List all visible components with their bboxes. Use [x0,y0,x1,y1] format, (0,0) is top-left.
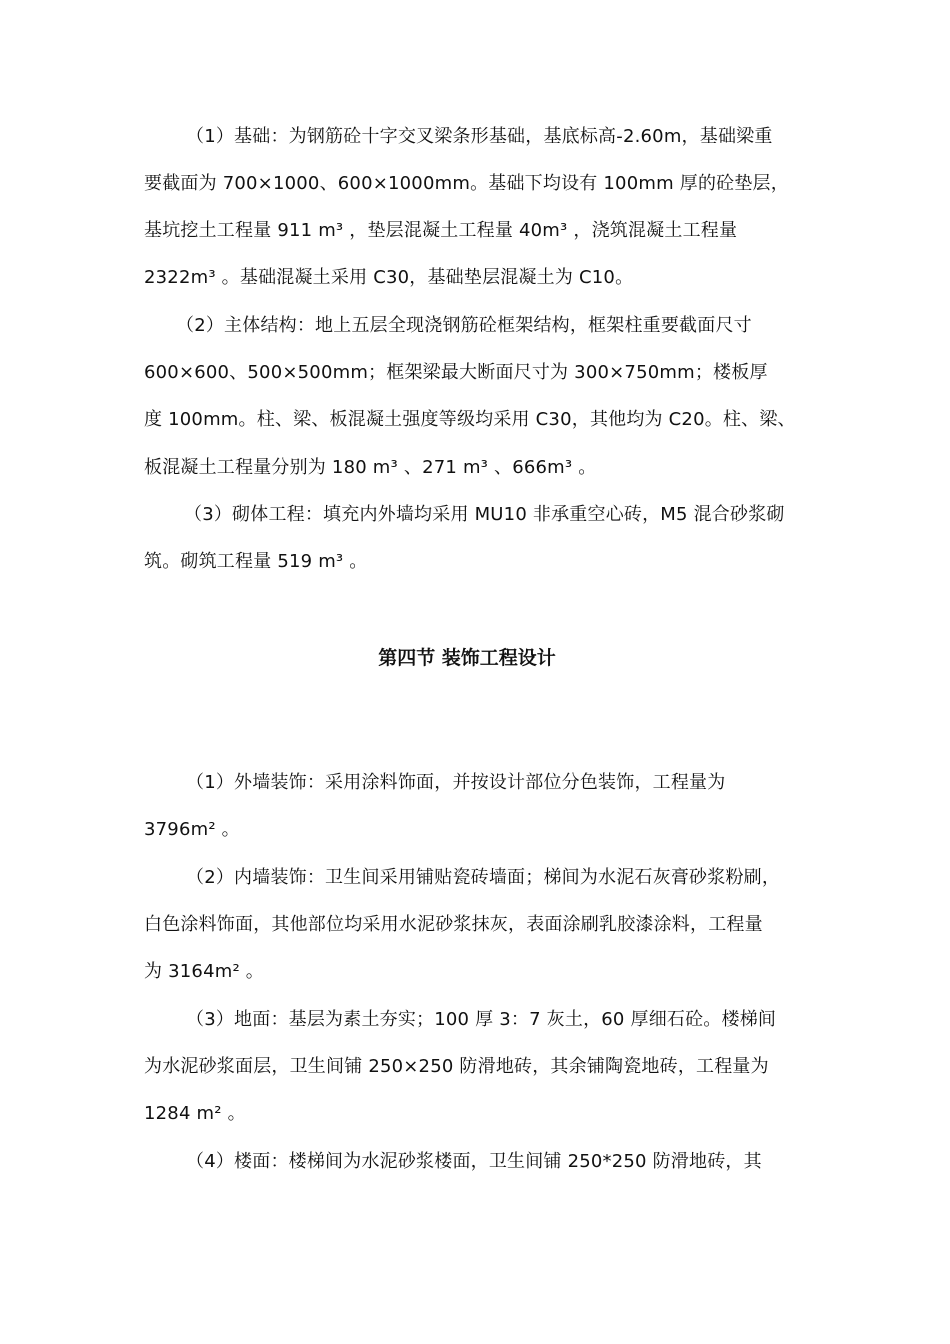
paragraph-interior-wall-line-3: 为 3164m² 。 [144,961,265,982]
paragraph-floor-line-1: （4）楼面：楼梯间为水泥砂浆楼面，卫生间铺 250*250 防滑地砖，其 [186,1151,762,1172]
paragraph-foundation-line-4: 2322m³ 。基础混凝土采用 C30，基础垫层混凝土为 C10。 [144,267,634,288]
paragraph-foundation-line-2: 要截面为 700×1000、600×1000mm。基础下均设有 100mm 厚的砼垫层， [144,173,789,194]
paragraph-main-structure-line-4: 板混凝土工程量分别为 180 m³ 、271 m³ 、666m³ 。 [144,457,597,478]
paragraph-main-structure-line-3: 度 100mm。柱、梁、板混凝土强度等级均采用 C30，其他均为 C20。柱、梁、 [144,409,796,430]
paragraph-ground-line-3: 1284 m² 。 [144,1103,246,1124]
paragraph-ground-line-1: （3）地面：基层为素土夯实；100 厚 3：7 灰土，60 厚细石砼。楼梯间 [186,1009,777,1030]
paragraph-masonry-line-1: （3）砌体工程：填充内外墙均采用 MU10 非承重空心砖，M5 混合砂浆砌 [184,504,785,525]
section-heading: 第四节 装饰工程设计 [378,647,556,669]
paragraph-masonry-line-2: 筑。砌筑工程量 519 m³ 。 [144,551,368,572]
paragraph-interior-wall-line-2: 白色涂料饰面，其他部位均采用水泥砂浆抹灰，表面涂刷乳胶漆涂料，工程量 [144,914,763,935]
paragraph-interior-wall-line-1: （2）内墙装饰：卫生间采用铺贴瓷砖墙面；梯间为水泥石灰膏砂浆粉刷， [186,867,781,888]
paragraph-foundation-line-1: （1）基础：为钢筋砼十字交叉梁条形基础，基底标高-2.60m，基础梁重 [186,126,773,147]
paragraph-exterior-wall-line-1: （1）外墙装饰：采用涂料饰面，并按设计部位分色装饰，工程量为 [186,772,726,793]
paragraph-main-structure-line-2: 600×600、500×500mm；框架梁最大断面尺寸为 300×750mm；楼板厚 [144,362,768,383]
paragraph-main-structure-line-1: （2）主体结构：地上五层全现浇钢筋砼框架结构，框架柱重要截面尺寸 [176,315,752,336]
paragraph-foundation-line-3: 基坑挖土工程量 911 m³ ，垫层混凝土工程量 40m³ ，浇筑混凝土工程量 [144,220,738,241]
paragraph-ground-line-2: 为水泥砂浆面层，卫生间铺 250×250 防滑地砖，其余铺陶瓷地砖，工程量为 [144,1056,769,1077]
paragraph-exterior-wall-line-2: 3796m² 。 [144,819,240,840]
